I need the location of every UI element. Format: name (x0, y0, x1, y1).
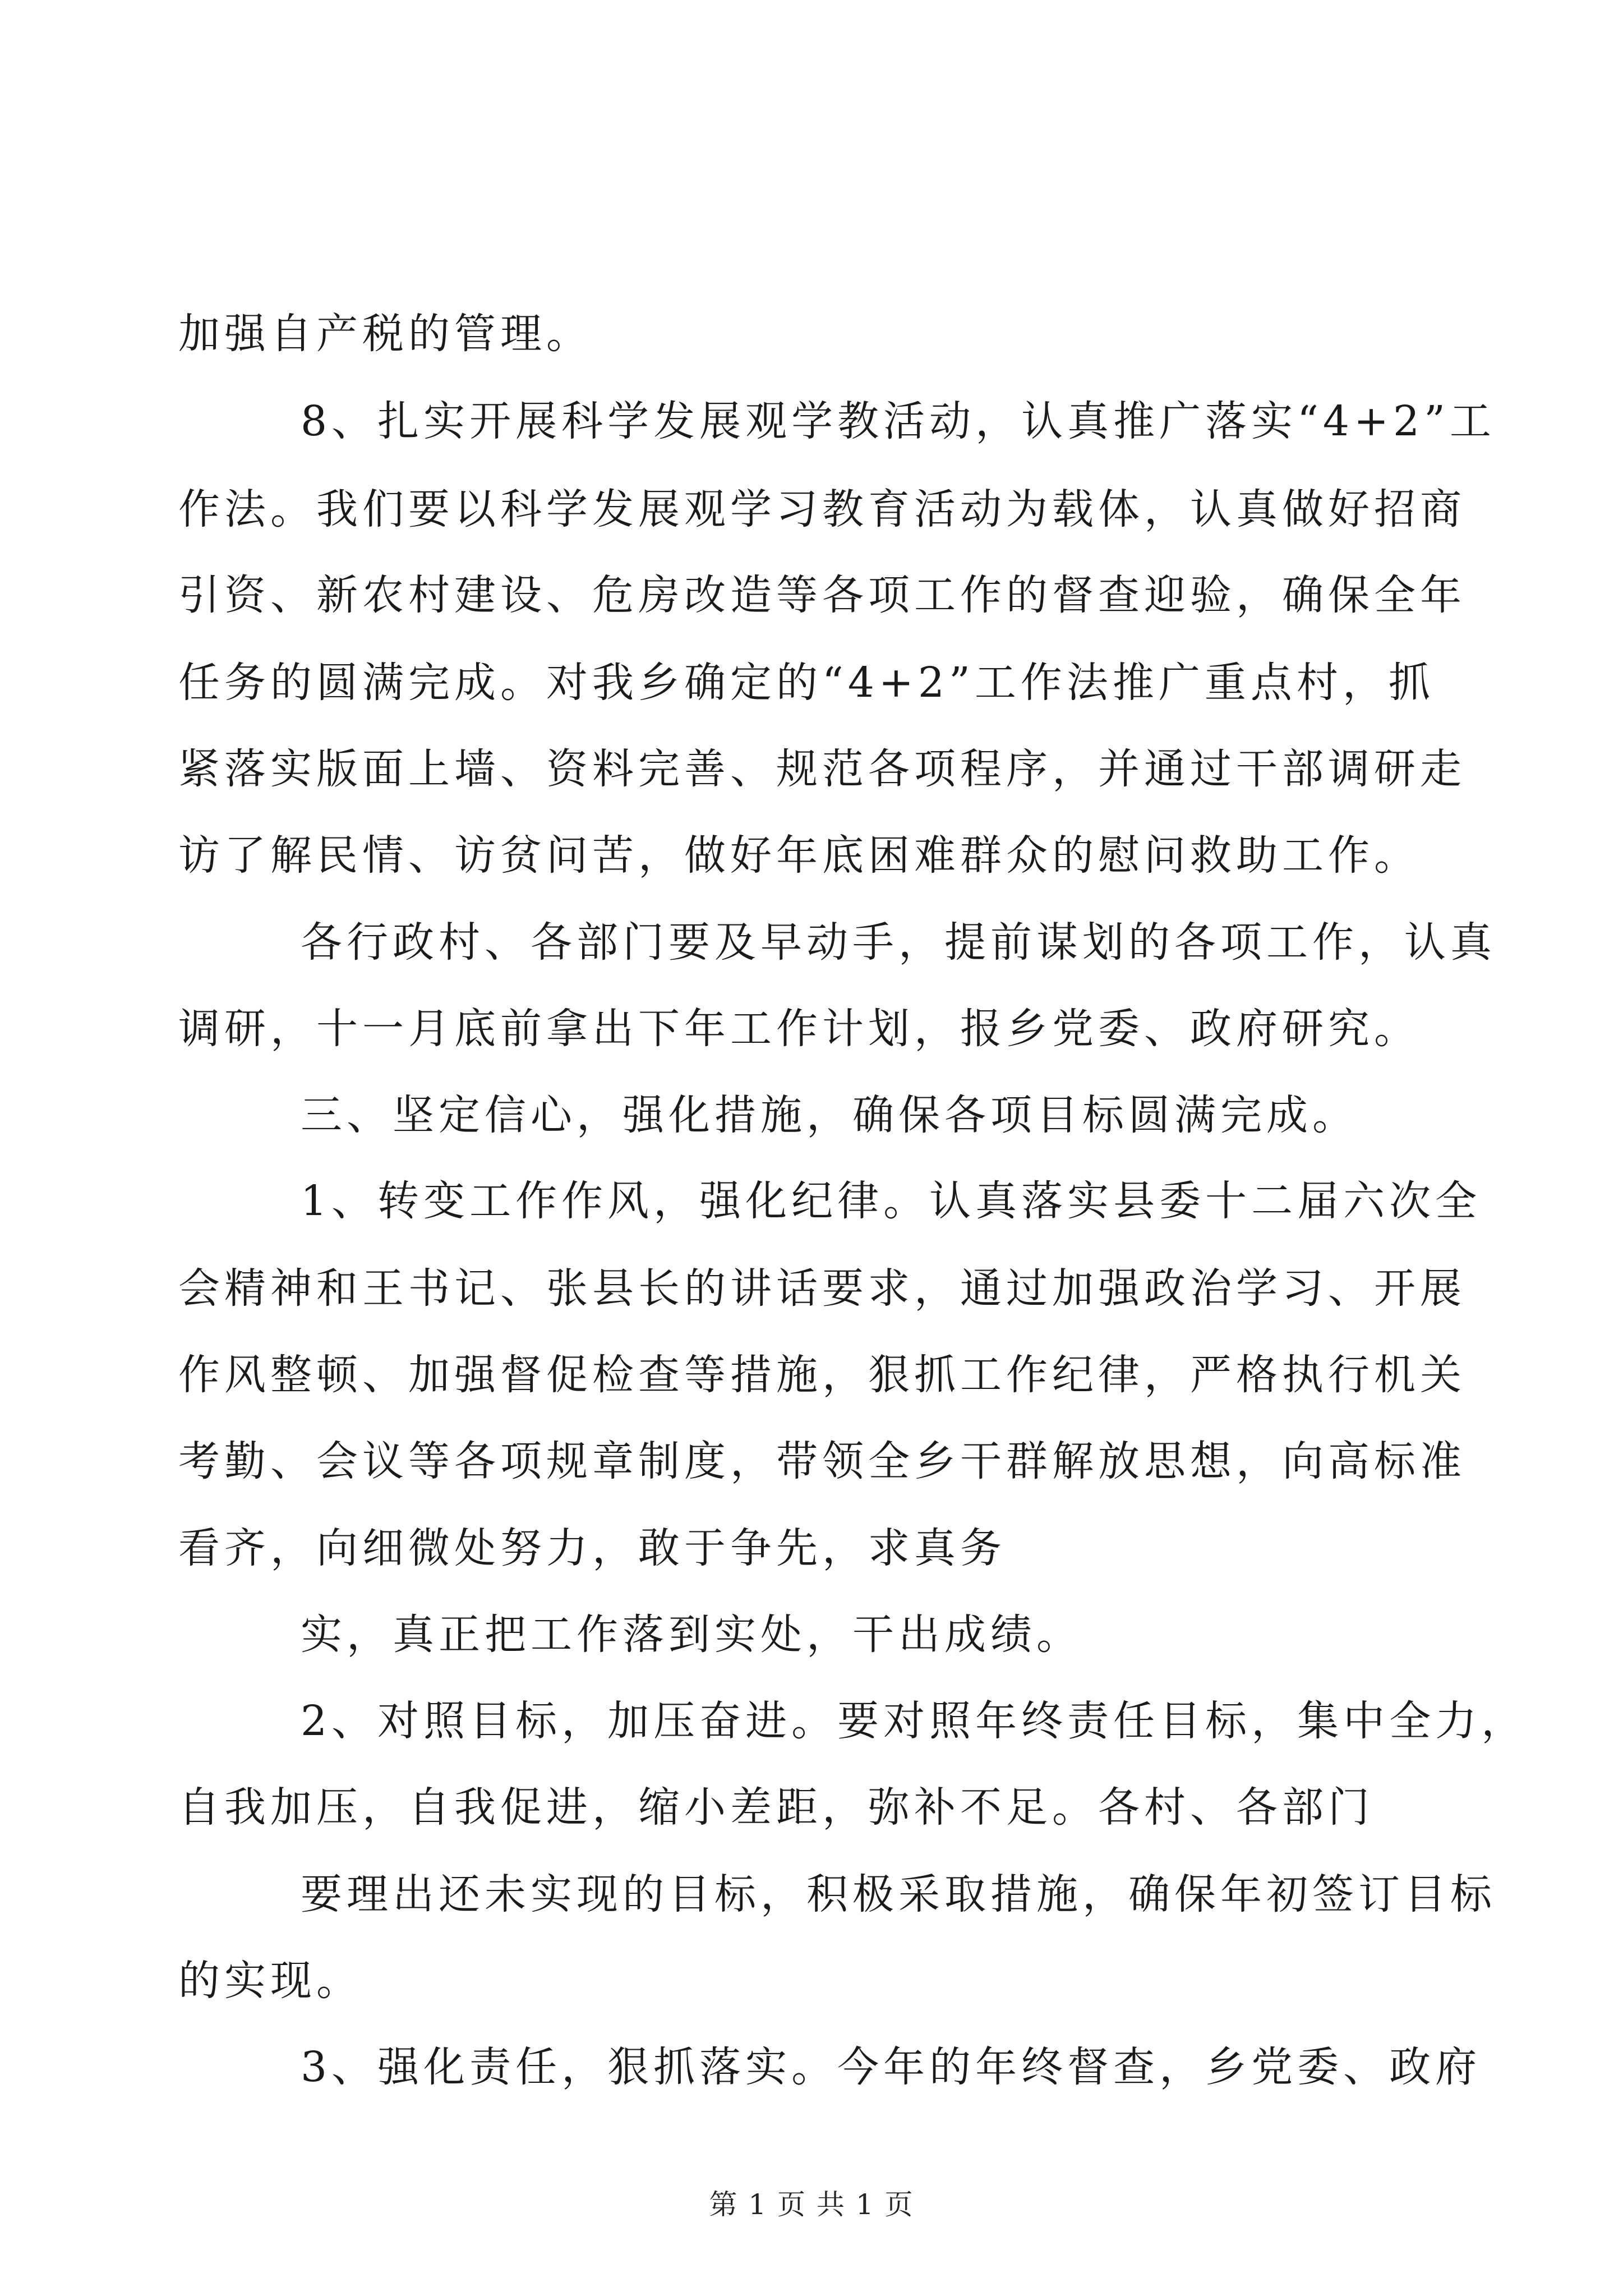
text-line: 任务的圆满完成。对我乡确定的“4+2”工作法推广重点村，抓 (178, 659, 1435, 707)
page-number-footer: 第 1 页 共 1 页 (709, 2188, 914, 2221)
text-line: 实，真正把工作落到实处，干出成绩。 (301, 1611, 1082, 1659)
text-line: 引资、新农村建设、危房改造等各项工作的督查迎验，确保全年 (178, 571, 1466, 619)
text-line: 3、强化责任，狠抓落实。今年的年终督查，乡党委、政府 (301, 2043, 1482, 2091)
text-line: 2、对照目标，加压奋进。要对照年终责任目标，集中全力， (301, 1697, 1528, 1745)
text-line: 作法。我们要以科学发展观学习教育活动为载体，认真做好招商 (178, 485, 1466, 533)
text-line: 紧落实版面上墙、资料完善、规范各项程序，并通过干部调研走 (178, 745, 1466, 793)
text-line: 考勤、会议等各项规章制度，带领全乡干群解放思想，向高标准 (178, 1437, 1466, 1485)
text-line: 访了解民情、访贫问苦，做好年底困难群众的慰问救助工作。 (178, 831, 1420, 880)
text-line: 8、扎实开展科学发展观学教活动，认真推广落实“4+2”工 (301, 397, 1496, 445)
text-line: 调研，十一月底前拿出下年工作计划，报乡党委、政府研究。 (178, 1005, 1420, 1053)
text-line: 的实现。 (178, 1957, 362, 2005)
text-line: 看齐，向细微处努力，敢于争先，求真务 (178, 1524, 1006, 1572)
text-line: 要理出还未实现的目标，积极采取措施，确保年初签订目标 (301, 1870, 1496, 1918)
section-heading: 三、坚定信心，强化措施，确保各项目标圆满完成。 (301, 1091, 1358, 1139)
text-line: 各行政村、各部门要及早动手，提前谋划的各项工作，认真 (301, 918, 1496, 967)
text-line: 加强自产税的管理。 (178, 310, 592, 358)
text-line: 作风整顿、加强督促检查等措施，狠抓工作纪律，严格执行机关 (178, 1351, 1466, 1399)
text-line: 自我加压，自我促进，缩小差距，弥补不足。各村、各部门 (178, 1783, 1374, 1832)
text-line: 1、转变工作作风，强化纪律。认真落实县委十二届六次全 (301, 1177, 1482, 1225)
text-line: 会精神和王书记、张县长的讲话要求，通过加强政治学习、开展 (178, 1264, 1466, 1313)
